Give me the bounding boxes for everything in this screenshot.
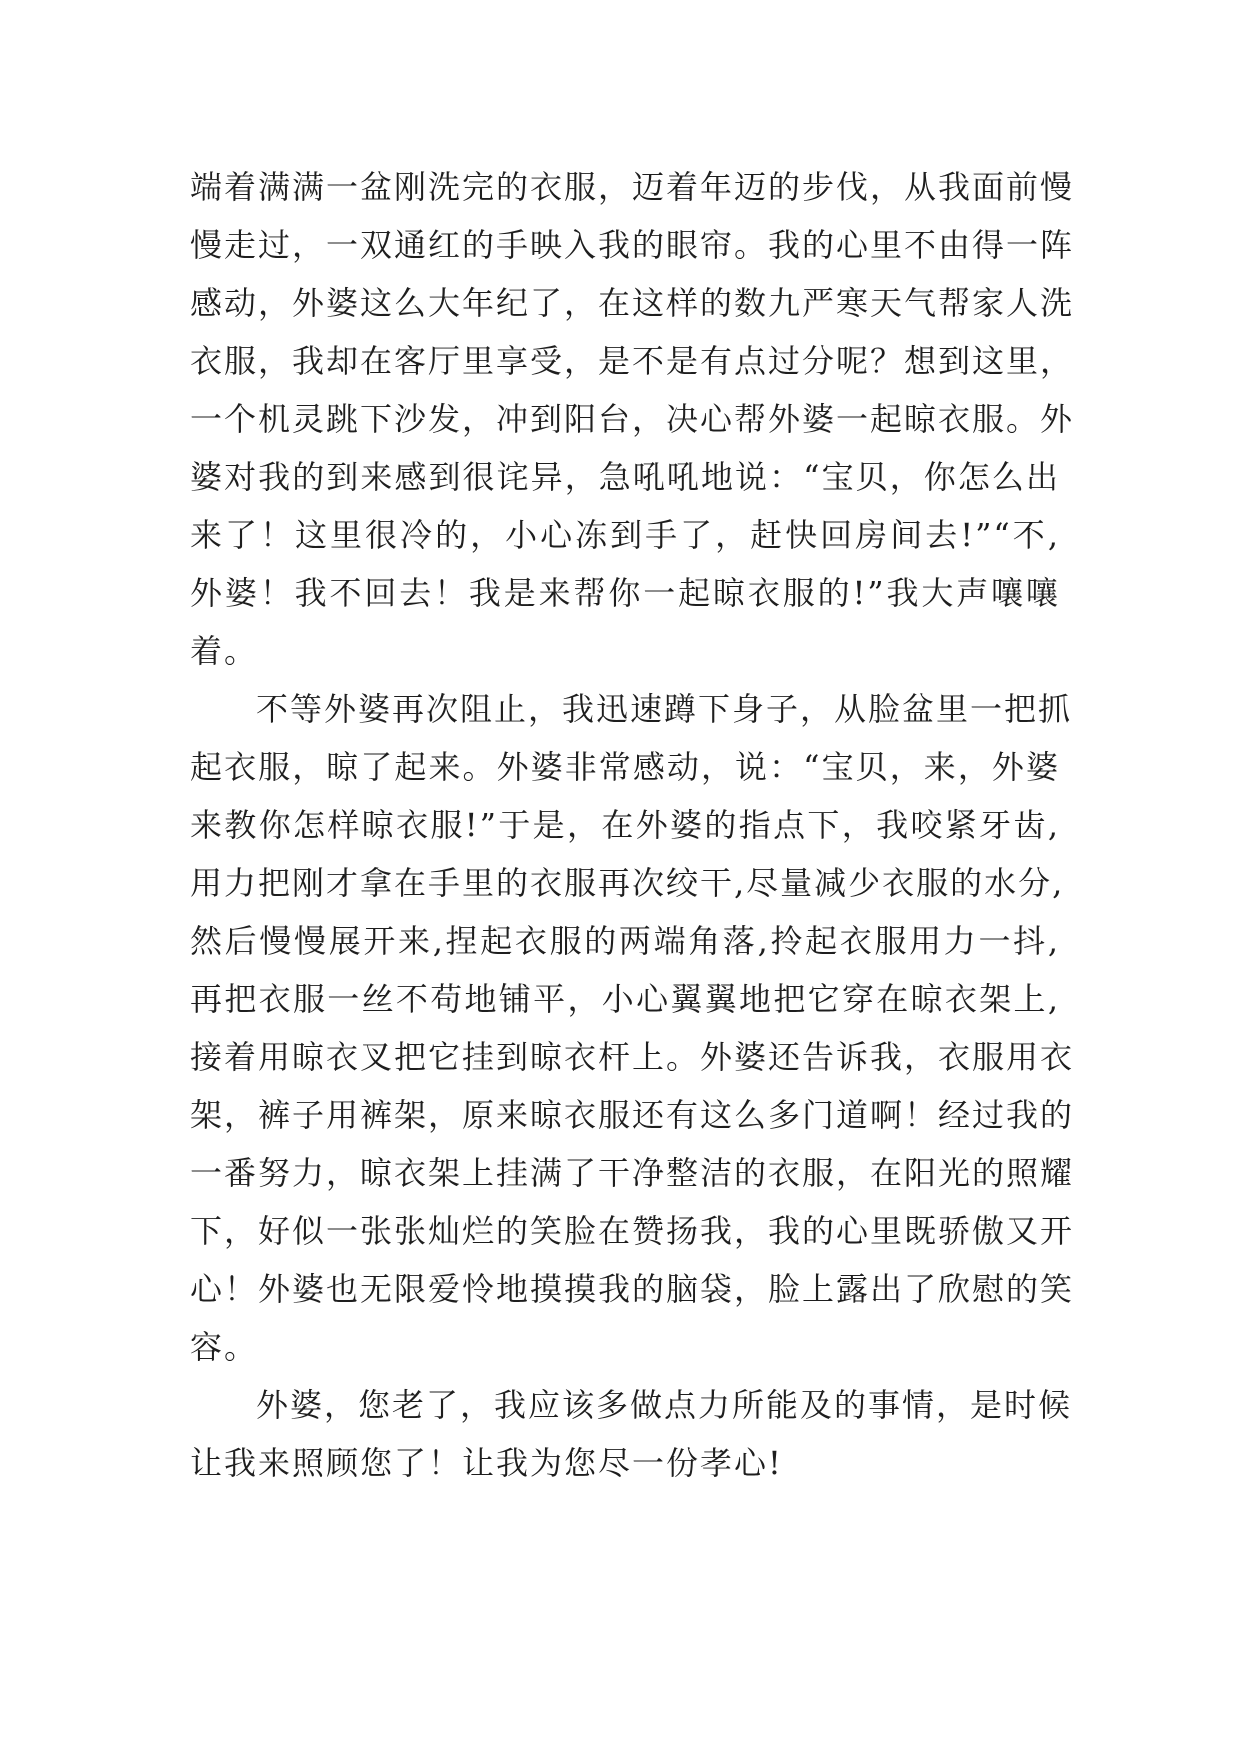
text-line: 来教你怎样晾衣服!”于是，在外婆的指点下，我咬紧牙齿, [190,806,1060,844]
text-line: 衣服，我却在客厅里享受，是不是有点过分呢？想到这里， [190,342,1075,380]
text-line: 架，裤子用裤架，原来晾衣服还有这么多门道啊！经过我的 [190,1096,1075,1134]
text-line: 让我来照顾您了！让我为您尽一份孝心! [190,1444,783,1482]
text-line: 着。 [190,632,259,670]
text-line: 用力把刚才拿在手里的衣服再次绞干,尽量减少衣服的水分, [190,864,1065,902]
text-line: 来了！这里很冷的，小心冻到手了，赶快回房间去!”“不, [190,516,1060,554]
text-line: 再把衣服一丝不苟地铺平，小心翼翼地把它穿在晾衣架上, [190,980,1060,1018]
text-line: 心！外婆也无限爱怜地摸摸我的脑袋，脸上露出了欣慰的笑 [190,1270,1075,1308]
text-line: 下，好似一张张灿烂的笑脸在赞扬我，我的心里既骄傲又开 [190,1212,1075,1250]
text-line: 然后慢慢展开来,捏起衣服的两端角落,拎起衣服用力一抖, [190,922,1060,960]
text-line: 慢走过，一双通红的手映入我的眼帘。我的心里不由得一阵 [190,226,1075,264]
text-line: 不等外婆再次阻止，我迅速蹲下身子，从脸盆里一把抓 [256,690,1073,728]
paragraph-3 [190,1376,1073,1492]
text-line: 感动，外婆这么大年纪了，在这样的数九严寒天气帮家人洗 [190,284,1075,322]
text-line: 婆对我的到来感到很诧异，急吼吼地说：“宝贝，你怎么出 [190,458,1060,496]
text-line: 容。 [190,1328,259,1366]
paragraph-1 [190,158,1075,680]
text-line: 外婆，您老了，我应该多做点力所能及的事情，是时候 [256,1386,1073,1424]
essay-body [190,158,1075,1492]
text-line: 一个机灵跳下沙发，冲到阳台，决心帮外婆一起晾衣服。外 [190,400,1075,438]
text-line: 一番努力，晾衣架上挂满了干净整洁的衣服，在阳光的照耀 [190,1154,1075,1192]
text-line: 端着满满一盆刚洗完的衣服，迈着年迈的步伐，从我面前慢 [190,168,1075,206]
text-line: 外婆！我不回去！我是来帮你一起晾衣服的!”我大声嚷嚷 [190,574,1060,612]
paragraph-2 [190,680,1075,1376]
text-line: 起衣服，晾了起来。外婆非常感动，说：“宝贝，来，外婆 [190,748,1060,786]
text-line: 接着用晾衣叉把它挂到晾衣杆上。外婆还告诉我，衣服用衣 [190,1038,1075,1076]
